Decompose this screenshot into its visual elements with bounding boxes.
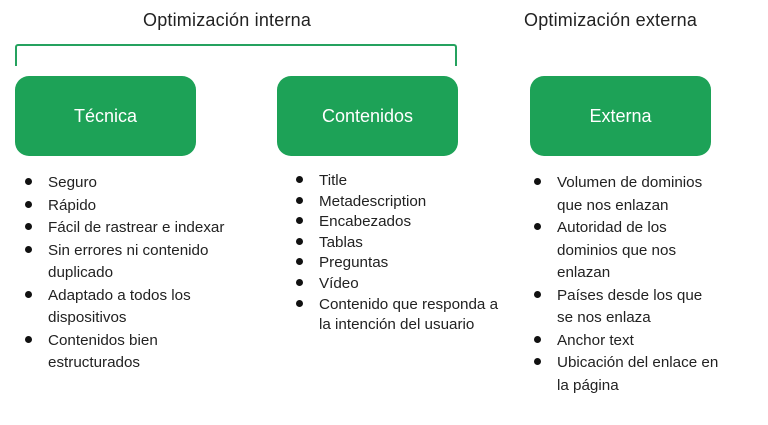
list-item: Contenido que responda a la intención del usuario	[293, 295, 508, 336]
list-item: Metadescription	[293, 192, 508, 213]
box-contenidos	[277, 76, 458, 156]
box-externa	[530, 76, 711, 156]
list-item: Anchor text	[531, 330, 721, 353]
contenidos-list	[293, 171, 508, 336]
tecnica-list	[22, 172, 227, 375]
box-contenidos-label: Contenidos	[321, 105, 414, 126]
list-item: Autoridad de los dominios que nos enlazan	[531, 217, 721, 285]
list-item: Países desde los que se nos enlaza	[531, 285, 721, 330]
list-item: Adaptado a todos los dispositivos	[22, 285, 227, 330]
list-item: Sin errores ni contenido duplicado	[22, 240, 227, 285]
externa-list	[531, 172, 721, 397]
list-item: Volumen de dominios que nos enlazan	[531, 172, 721, 217]
list-item: Contenidos bien estructurados	[22, 330, 227, 375]
list-item: Encabezados	[293, 212, 508, 233]
box-tecnica	[15, 76, 196, 156]
list-item: Preguntas	[293, 253, 508, 274]
list-item: Ubicación del enlace en la página	[531, 352, 721, 397]
list-item: Vídeo	[293, 274, 508, 295]
list-item: Tablas	[293, 233, 508, 254]
box-tecnica-label: Técnica	[73, 105, 138, 126]
heading-external-optimization: Optimización externa	[524, 10, 698, 30]
list-item: Title	[293, 171, 508, 192]
heading-internal-optimization: Optimización interna	[143, 10, 312, 30]
box-externa-label: Externa	[589, 105, 652, 126]
internal-group-bracket	[15, 44, 457, 66]
list-item: Fácil de rastrear e indexar	[22, 217, 227, 240]
list-item: Rápido	[22, 195, 227, 218]
list-item: Seguro	[22, 172, 227, 195]
